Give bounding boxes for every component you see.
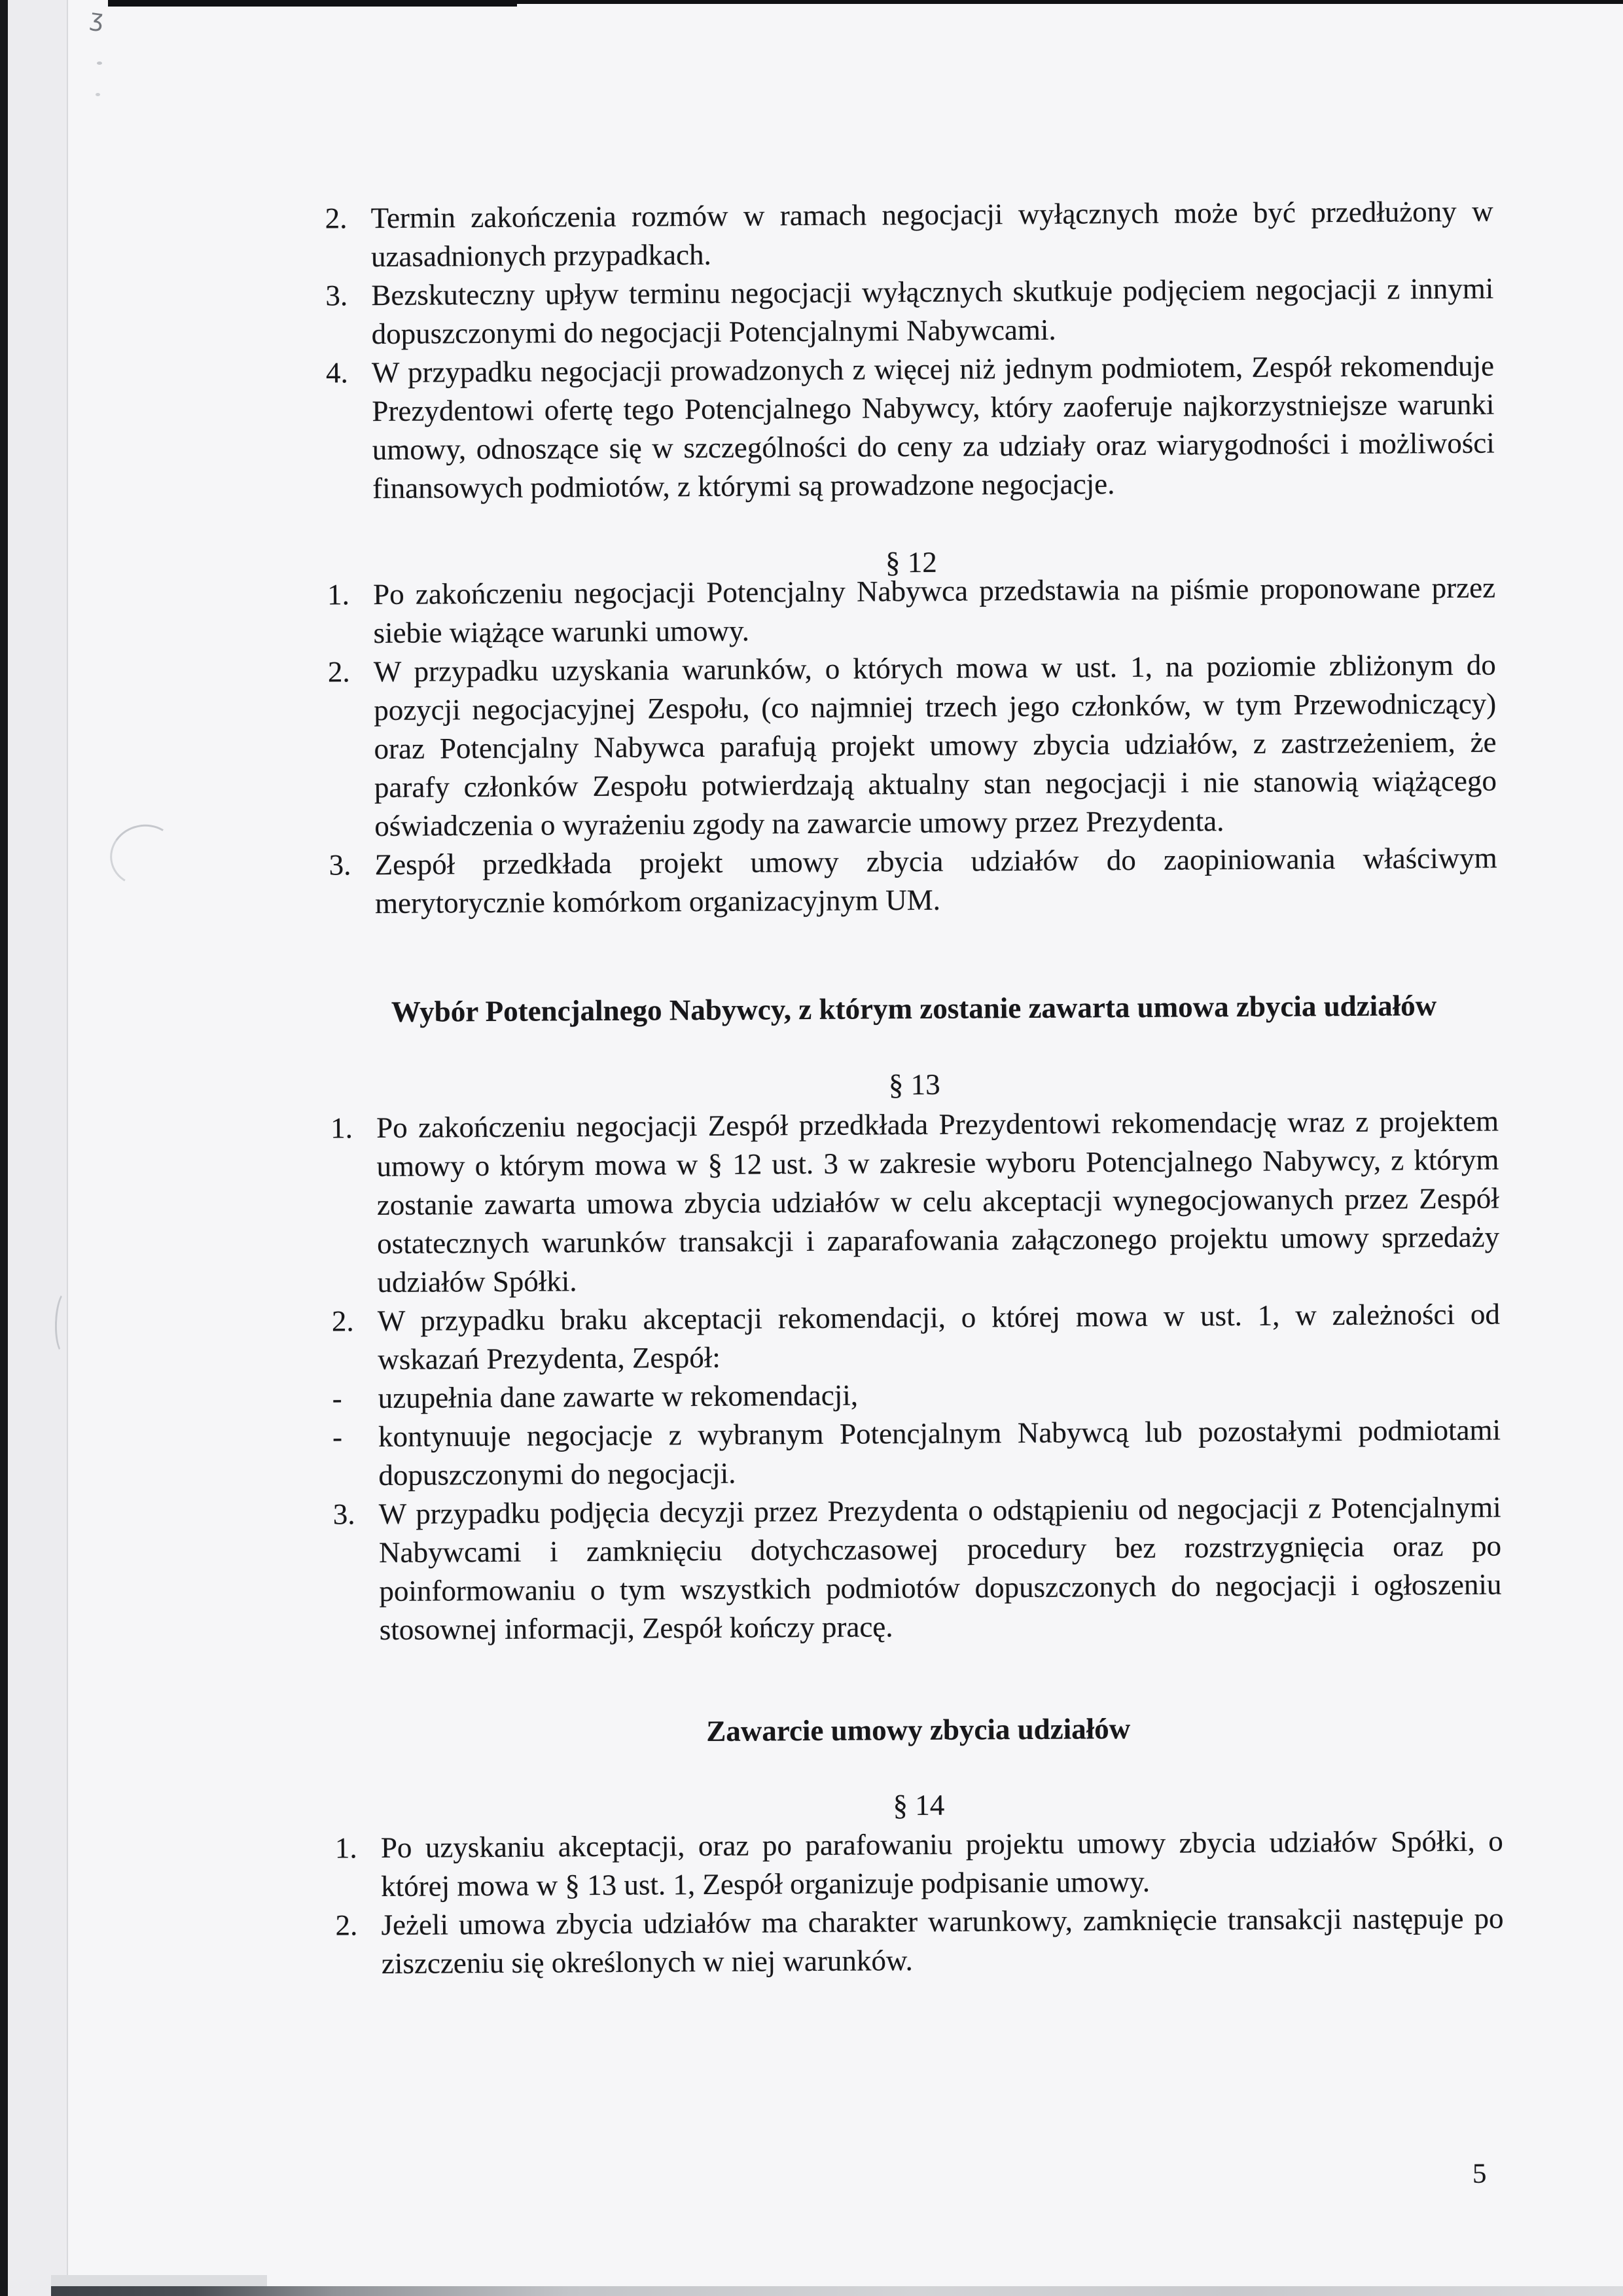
page-number: 5 (1472, 2158, 1487, 2189)
list-text: uzupełnia dane zawarte w rekomendacji, (378, 1378, 859, 1415)
list-text: Bezskuteczny upływ terminu negocjacji wyłącznych skutkuje podjęciem negocjacji z innymi dopuszczonymi do negocjacji Potencjalnymi Nabywcami. (371, 272, 1494, 351)
list-text: Po zakończeniu negocjacji Zespół przedkłada Prezydentowi rekomendację wraz z projektem umowy o którym mowa w § 12 ust. 3 w zakresie wyboru Potencjalnego Nabywcy, z którym zostanie zawarta umowa zbycia udziałów w celu akceptacji wynegocjowanych przez Zespół ostatecznych warunków transakcji i zaparafowania załączonego projektu umowy sprzedaży udziałów Spółki. (376, 1104, 1500, 1299)
numbered-list (325, 192, 1495, 509)
list-text: Jeżeli umowa zbycia udziałów ma charakter warunkowy, zamknięcie transakcji następuje po ziszczeniu się określonych w niej warunków. (381, 1901, 1504, 1981)
list-text: Termin zakończenia rozmów w ramach negocjacji wyłącznych może być przedłużony w uzasadnionych przypadkach. (370, 194, 1493, 274)
list-item (330, 1102, 1500, 1302)
list-item (335, 1822, 1504, 1907)
list-marker: 1. (330, 1111, 353, 1145)
list-text: W przypadku negocjacji prowadzonych z więcej niż jednym podmiotem, Zespół rekomenduje Prezydentowi ofertę tego Potencjalnego Nabywcy, który zaoferuje najkorzystniejsze warunki umowy, odnoszące się w szczególności do ceny za udziały oraz wiarygodności i możliwości finansowych podmiotów, z którymi są prowadzone negocjacje. (371, 349, 1495, 505)
list-item (332, 1295, 1501, 1380)
list-marker: 2. (327, 655, 350, 689)
list-marker: 3. (325, 279, 348, 312)
list-item (333, 1488, 1502, 1650)
numbered-list (330, 1102, 1502, 1650)
list-text: Po zakończeniu negocjacji Potencjalny Nabywca przedstawia na piśmie proponowane przez siebie wiążące warunki umowy. (372, 571, 1496, 650)
scan-artifact-squiggle: ʒ (88, 4, 106, 33)
section-label-14: § 14 (893, 1788, 945, 1822)
list-marker: 2. (325, 202, 348, 235)
list-marker: 4. (325, 356, 348, 389)
list-text: W przypadku braku akceptacji rekomendacji, o której mowa w ust. 1, w zależności od wskazań Prezydenta, Zespół: (377, 1297, 1501, 1376)
list-marker: 2. (335, 1909, 358, 1942)
numbered-list (335, 1822, 1504, 1984)
list-text: Zespół przedkłada projekt umowy zbycia udziałów do zaopiniowania właściwym merytorycznie komórkom organizacyjnym UM. (374, 841, 1497, 920)
list-item (335, 1899, 1504, 1984)
list-marker: 1. (327, 578, 350, 611)
section-heading-selection: Wybór Potencjalnego Nabywcy, z którym zostanie zawarta umowa zbycia udziałów (391, 989, 1437, 1028)
dash-list-item (332, 1411, 1501, 1496)
list-text: Po uzyskaniu akceptacji, oraz po parafowaniu projektu umowy zbycia udziałów Spółki, o której mowa w § 13 ust. 1, Zespół organizuje podpisanie umowy. (380, 1824, 1503, 1903)
numbered-list (327, 569, 1497, 924)
section-label-13: § 13 (888, 1067, 940, 1102)
list-marker: 1. (334, 1831, 357, 1865)
list-marker: 3. (329, 848, 351, 882)
dash-list-item (332, 1372, 1500, 1418)
list-item (325, 192, 1493, 277)
list-marker: 2. (331, 1304, 354, 1338)
list-marker: - (332, 1382, 342, 1415)
list-item (329, 839, 1497, 924)
list-text: W przypadku uzyskania warunków, o których mowa w ust. 1, na poziomie zbliżonym do pozycji negocjacyjnej Zespołu, (co najmniej trzech jego członków, w tym Przewodniczący) oraz Potencjalny Nabywca parafują projekt umowy zbycia udziałów, z zastrzeżeniem, że parafy członków Zespołu potwierdzają aktualny stan negocjacji i nie stanowią wiążącego oświadczenia o wyrażeniu zgody na zawarcie umowy przez Prezydenta. (373, 648, 1497, 843)
list-item (328, 646, 1497, 846)
section-label-12: § 12 (885, 545, 937, 579)
section-heading-conclusion: Zawarcie umowy zbycia udziałów (706, 1712, 1131, 1748)
list-marker: - (332, 1420, 343, 1454)
list-text: W przypadku podjęcia decyzji przez Prezydenta o odstąpieniu od negocjacji z Potencjalnymi Nabywcami i zamknięciu dotychczasowej procedury bez rozstrzygnięcia oraz po poinformowaniu o tym wszystkich podmiotów dopuszczonych do negocjacji i ogłoszeniu stosownej informacji, Zespół kończy pracę. (378, 1490, 1502, 1647)
list-marker: 3. (332, 1498, 355, 1531)
list-item (327, 569, 1496, 653)
list-text: kontynuuje negocjacje z wybranym Potencjalnym Nabywcą lub pozostałymi podmiotami dopuszczonymi do negocjacji. (378, 1413, 1501, 1492)
list-item (326, 347, 1495, 509)
list-item (325, 270, 1494, 354)
